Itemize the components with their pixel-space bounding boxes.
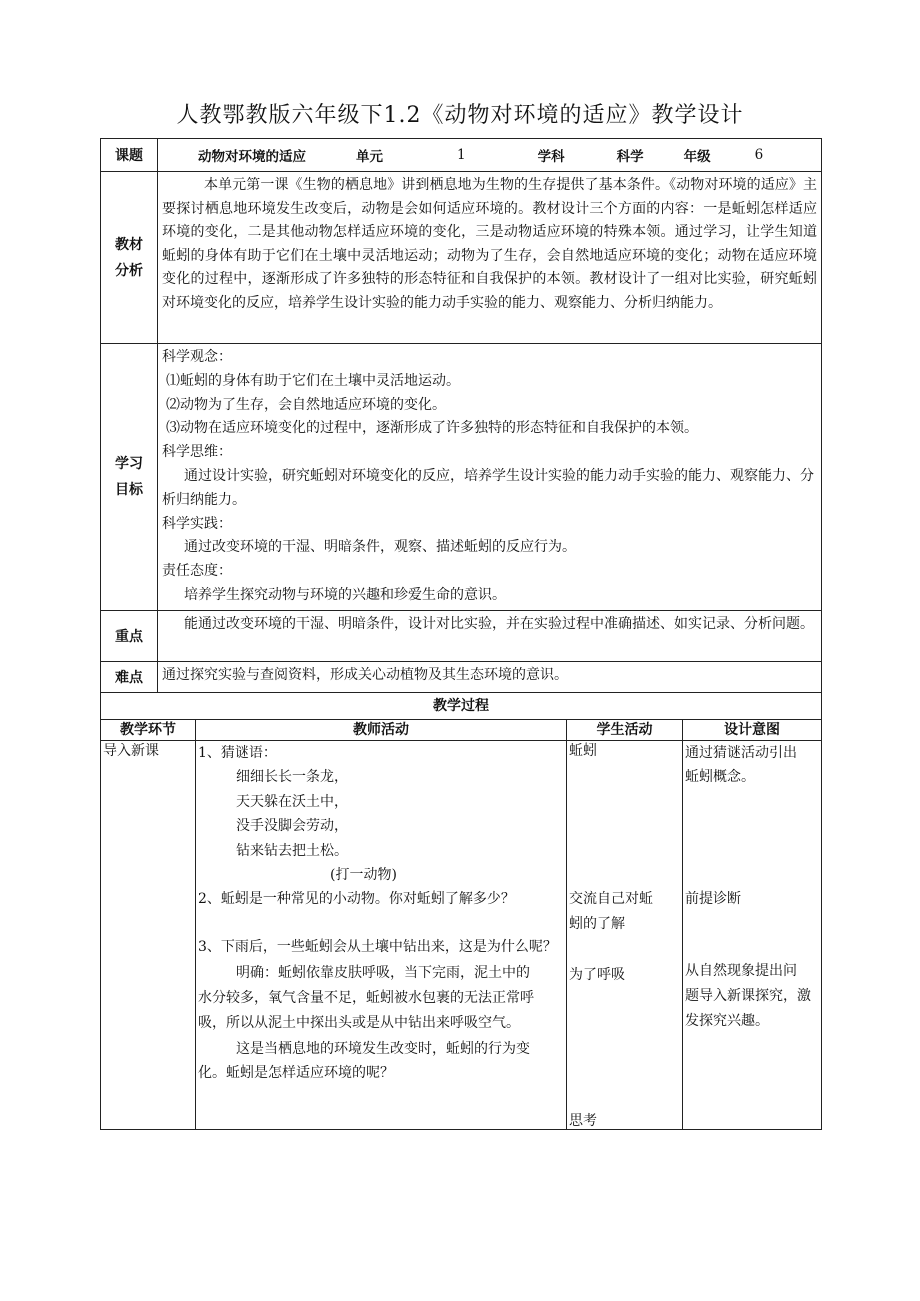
intent-i1-line: 通过猜谜活动引出 bbox=[685, 744, 797, 761]
difficulties-label: 难点 bbox=[101, 661, 158, 692]
thinking-text: 通过设计实验，研究蚯蚓对环境变化的反应，培养学生设计实验的能力动手实验的能力、观察能力、分析归纳能力。 bbox=[162, 467, 814, 508]
riddle-line: 钻来钻去把土松。 bbox=[236, 842, 348, 859]
grade-label: 年级 bbox=[683, 149, 711, 165]
explain-line: 水分较多，氧气含量不足，蚯蚓被水包裹的无法正常呼 bbox=[198, 989, 534, 1006]
analysis-text: 本单元第一课《生物的栖息地》讲到栖息地为生物的生存提供了基本条件。《动物对环境的适应》主要探讨栖息地环境发生改变后，动物是会如何适应环境的。教材设计三个方面的内容：一是蚯蚓怎样适应环境的变化，二是其他动物怎样适应环境的变化，三是动物适应环境的特殊本领。通过学习，让学生知道蚯蚓的身体有助于它们在土壤中灵活地运动；动物为了生存，会自然地适应环境的变化；动物在适应环境变化的过程中，逐渐形成了许多独特的形态特征和自我保护的本领。教材设计了一组对比实验，研究蚯蚓对环境变化的反应，培养学生设计实验的能力动手实验的能力、观察能力、分析归纳能力。 bbox=[158, 172, 822, 344]
topic-label: 课题 bbox=[101, 139, 158, 172]
col-student: 学生活动 bbox=[567, 719, 683, 740]
topic-value: 动物对环境的适应 bbox=[198, 149, 306, 165]
explain-line: 明确：蚯蚓依靠皮肤呼吸，当下完雨，泥土中的 bbox=[236, 964, 530, 981]
student-cell bbox=[567, 740, 683, 1129]
stage-label: 导入新课 bbox=[103, 742, 159, 759]
student-a4: 思考 bbox=[569, 1112, 597, 1129]
intent-i1-line: 蚯蚓概念。 bbox=[685, 768, 755, 785]
concept-item: ⑴蚯蚓的身体有助于它们在土壤中灵活地运动。 bbox=[166, 372, 460, 389]
objectives-label: 学习 目标 bbox=[101, 344, 158, 611]
riddle-line: 细细长长一条龙， bbox=[236, 768, 348, 785]
process-title-row bbox=[101, 692, 822, 719]
student-a3: 为了呼吸 bbox=[569, 966, 625, 983]
unit-value: 1 bbox=[457, 147, 466, 163]
explain-line: 吸，所以从泥土中探出头或是从中钻出来呼吸空气。 bbox=[198, 1014, 520, 1031]
intent-i3-line: 从自然现象提出问 bbox=[685, 962, 797, 979]
col-stage: 教学环节 bbox=[101, 719, 196, 740]
analysis-label: 教材 分析 bbox=[101, 172, 158, 344]
lesson-plan-table bbox=[100, 138, 822, 1130]
student-a1: 蚯蚓 bbox=[569, 742, 597, 759]
intent-i3-line: 题导入新课探究，激 bbox=[685, 987, 811, 1004]
header-row bbox=[101, 139, 822, 172]
key-points-label: 重点 bbox=[101, 610, 158, 661]
practice-text: 通过改变环境的干湿、明暗条件，观察、描述蚯蚓的反应行为。 bbox=[184, 539, 576, 556]
attitude-title: 责任态度： bbox=[162, 563, 232, 580]
transition-line: 这是当栖息地的环境发生改变时，蚯蚓的行为变 bbox=[236, 1040, 530, 1057]
subject-label: 学科 bbox=[537, 149, 565, 165]
process-row bbox=[101, 740, 822, 1129]
thinking-title: 科学思维： bbox=[162, 444, 232, 461]
intent-i3-line: 发探究兴趣。 bbox=[685, 1012, 769, 1029]
difficulties-text: 通过探究实验与查阅资料，形成关心动植物及其生态环境的意识。 bbox=[158, 661, 822, 692]
student-a2-line: 交流自己对蚯 bbox=[569, 890, 653, 907]
analysis-row bbox=[101, 172, 822, 344]
riddle-hint: (打一动物) bbox=[330, 866, 397, 883]
teacher-cell bbox=[196, 740, 567, 1129]
practice-title: 科学实践： bbox=[162, 515, 232, 532]
attitude-text: 培养学生探究动物与环境的兴趣和珍爱生命的意识。 bbox=[184, 586, 506, 603]
transition-line: 化。蚯蚓是怎样适应环境的呢？ bbox=[198, 1064, 394, 1081]
teacher-q3: 3、下雨后，一些蚯蚓会从土壤中钻出来，这是为什么呢？ bbox=[198, 938, 557, 955]
grade-value: 6 bbox=[754, 147, 764, 163]
riddle-line: 天天躲在沃土中， bbox=[236, 793, 348, 810]
concept-title: 科学观念： bbox=[162, 349, 232, 365]
intent-cell bbox=[683, 740, 822, 1129]
subject-value: 科学 bbox=[616, 149, 644, 165]
concept-item: ⑶动物在适应环境变化的过程中，逐渐形成了许多独特的形态特征和自我保护的本领。 bbox=[166, 420, 698, 437]
col-intent: 设计意图 bbox=[683, 719, 822, 740]
objectives-content bbox=[158, 344, 822, 611]
intent-i2: 前提诊断 bbox=[685, 890, 741, 907]
process-header-row bbox=[101, 719, 822, 740]
process-title: 教学过程 bbox=[101, 692, 822, 719]
header-values bbox=[158, 139, 822, 172]
key-points-row bbox=[101, 610, 822, 661]
objectives-row bbox=[101, 344, 822, 611]
teacher-q1: 1、猜谜语： bbox=[198, 744, 277, 761]
student-a2-line: 蚓的了解 bbox=[569, 915, 625, 932]
col-teacher: 教师活动 bbox=[196, 719, 567, 740]
riddle-line: 没手没脚会劳动， bbox=[236, 817, 348, 834]
teacher-q2: 2、蚯蚓是一种常见的小动物。你对蚯蚓了解多少？ bbox=[198, 890, 515, 907]
page-title: 人教鄂教版六年级下1.2《动物对环境的适应》教学设计 bbox=[176, 103, 744, 128]
stage-cell bbox=[101, 740, 196, 1129]
key-points-text: 能通过改变环境的干湿、明暗条件，设计对比实验，并在实验过程中准确描述、如实记录、分析问题。 bbox=[158, 610, 822, 661]
concept-item: ⑵动物为了生存，会自然地适应环境的变化。 bbox=[166, 396, 446, 413]
difficulties-row bbox=[101, 661, 822, 692]
unit-label: 单元 bbox=[356, 149, 383, 165]
